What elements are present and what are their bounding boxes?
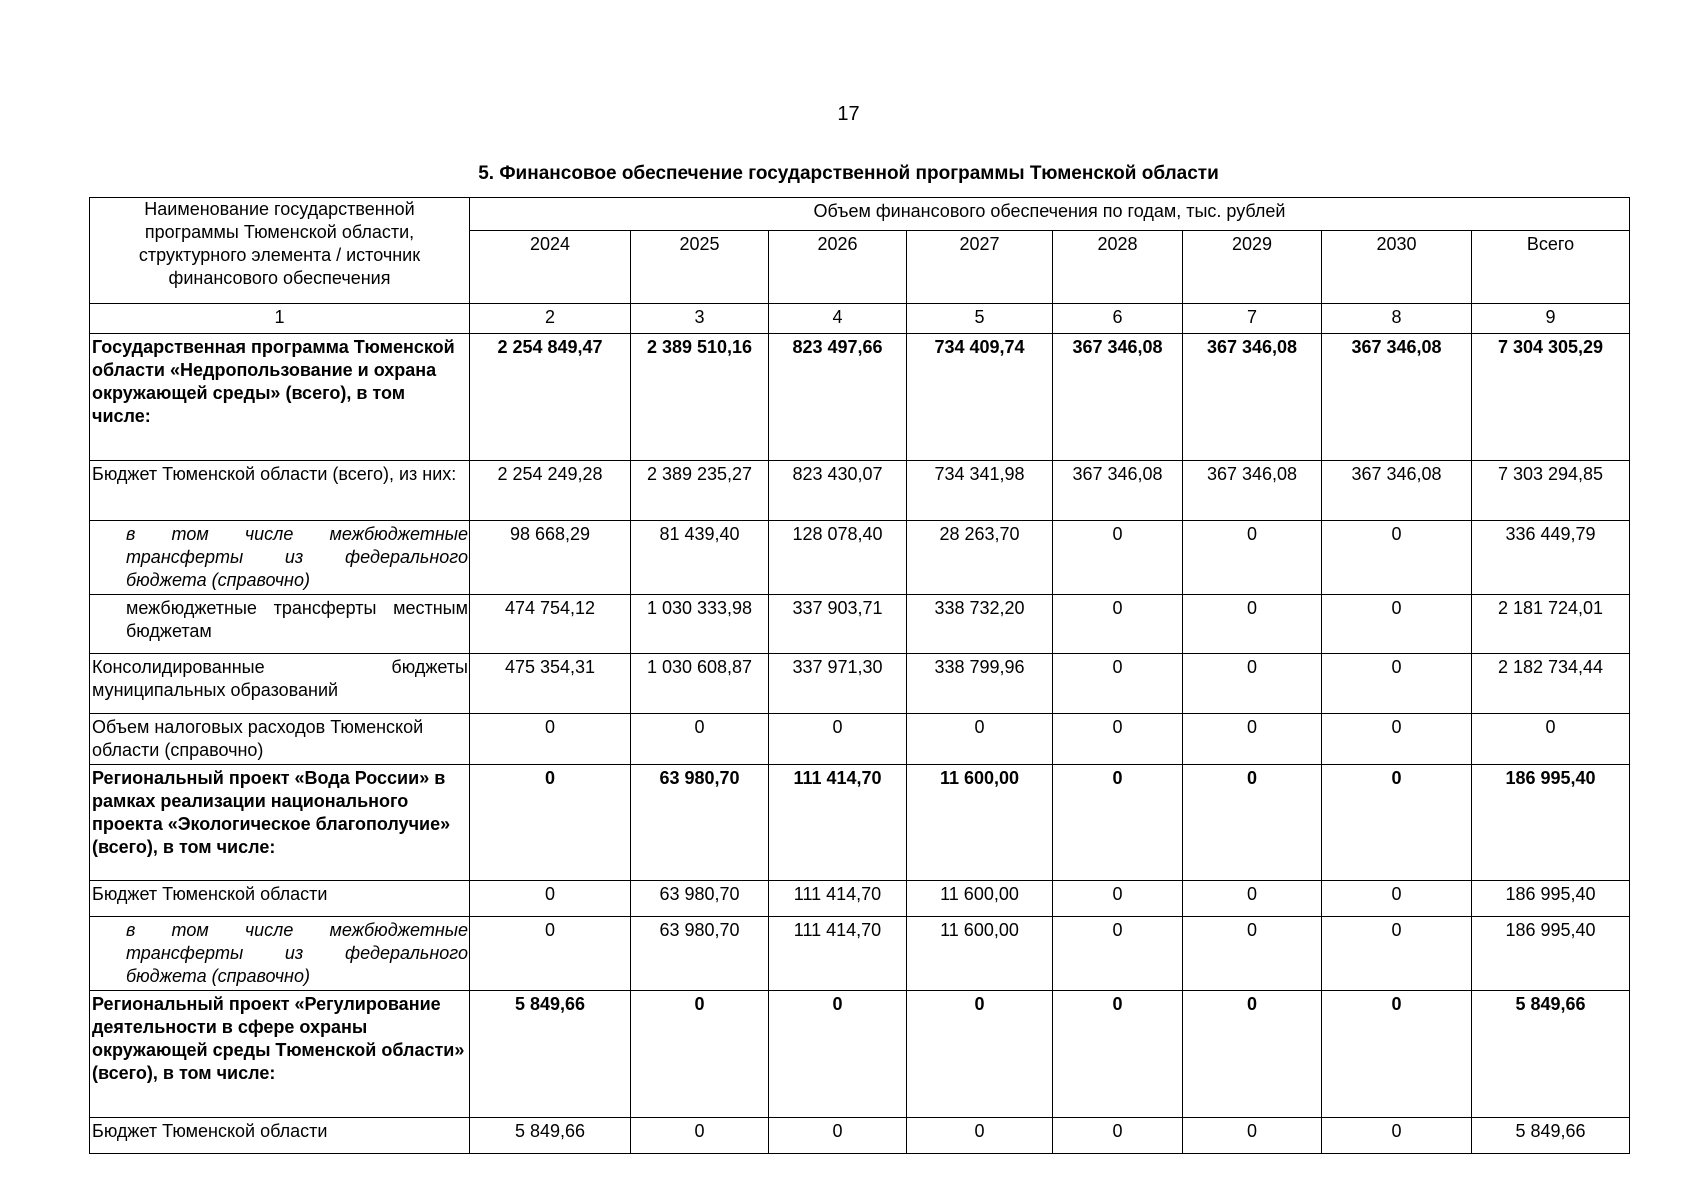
table-row <box>90 917 1630 991</box>
cell-total: 5 849,66 <box>1472 1118 1630 1154</box>
col-number: 9 <box>1472 304 1630 334</box>
cell-2027: 11 600,00 <box>907 765 1053 881</box>
year-2029: 2029 <box>1183 231 1322 304</box>
cell-2026: 823 430,07 <box>769 461 907 521</box>
cell-2028: 0 <box>1053 1118 1183 1154</box>
cell-total: 5 849,66 <box>1472 991 1630 1118</box>
table-row <box>90 461 1630 521</box>
row-name: Региональный проект «Вода России» в рамках реализации национального проекта «Экологическое благополучие» (всего), в том числе: <box>90 765 470 881</box>
year-2024: 2024 <box>470 231 631 304</box>
table-row <box>90 595 1630 654</box>
col-number: 1 <box>90 304 470 334</box>
col-number: 4 <box>769 304 907 334</box>
cell-2025: 0 <box>631 1118 769 1154</box>
year-2028: 2028 <box>1053 231 1183 304</box>
cell-2026: 337 903,71 <box>769 595 907 654</box>
cell-total: 186 995,40 <box>1472 917 1630 991</box>
table-row <box>90 521 1630 595</box>
cell-total: 2 181 724,01 <box>1472 595 1630 654</box>
row-name: Бюджет Тюменской области <box>90 881 470 917</box>
cell-2028: 367 346,08 <box>1053 461 1183 521</box>
cell-2029: 0 <box>1183 1118 1322 1154</box>
year-2025: 2025 <box>631 231 769 304</box>
cell-2029: 0 <box>1183 654 1322 714</box>
row-name: Бюджет Тюменской области (всего), из них: <box>90 461 470 521</box>
cell-2025: 63 980,70 <box>631 765 769 881</box>
cell-2026: 823 497,66 <box>769 334 907 461</box>
table-row <box>90 1118 1630 1154</box>
cell-2025: 1 030 333,98 <box>631 595 769 654</box>
row-name: межбюджетные трансферты местным бюджетам <box>90 595 470 654</box>
cell-2028: 0 <box>1053 521 1183 595</box>
cell-2027: 338 799,96 <box>907 654 1053 714</box>
cell-2030: 0 <box>1322 765 1472 881</box>
cell-2030: 0 <box>1322 991 1472 1118</box>
header-volume-cell: Объем финансового обеспечения по годам, тыс. рублей <box>470 198 1630 231</box>
header-row-1 <box>90 198 1630 231</box>
table-row <box>90 881 1630 917</box>
row-name: Объем налоговых расходов Тюменской области (справочно) <box>90 714 470 765</box>
cell-2026: 111 414,70 <box>769 881 907 917</box>
cell-2030: 0 <box>1322 521 1472 595</box>
cell-2024: 2 254 249,28 <box>470 461 631 521</box>
cell-2027: 734 409,74 <box>907 334 1053 461</box>
cell-2030: 0 <box>1322 881 1472 917</box>
cell-2024: 474 754,12 <box>470 595 631 654</box>
cell-total: 186 995,40 <box>1472 881 1630 917</box>
cell-2027: 11 600,00 <box>907 917 1053 991</box>
year-total: Всего <box>1472 231 1630 304</box>
cell-2030: 0 <box>1322 595 1472 654</box>
cell-2024: 98 668,29 <box>470 521 631 595</box>
cell-2029: 0 <box>1183 765 1322 881</box>
cell-2029: 0 <box>1183 714 1322 765</box>
cell-2026: 0 <box>769 991 907 1118</box>
cell-2024: 0 <box>470 881 631 917</box>
column-number-row <box>90 304 1630 334</box>
cell-2025: 63 980,70 <box>631 881 769 917</box>
col-number: 2 <box>470 304 631 334</box>
cell-2024: 0 <box>470 714 631 765</box>
col-number: 5 <box>907 304 1053 334</box>
financing-table <box>89 197 1630 1154</box>
cell-2025: 81 439,40 <box>631 521 769 595</box>
cell-2026: 128 078,40 <box>769 521 907 595</box>
col-number: 6 <box>1053 304 1183 334</box>
cell-2027: 0 <box>907 991 1053 1118</box>
cell-2029: 367 346,08 <box>1183 461 1322 521</box>
cell-2025: 63 980,70 <box>631 917 769 991</box>
cell-2024: 0 <box>470 765 631 881</box>
cell-2025: 2 389 510,16 <box>631 334 769 461</box>
cell-total: 7 303 294,85 <box>1472 461 1630 521</box>
cell-total: 186 995,40 <box>1472 765 1630 881</box>
cell-2030: 367 346,08 <box>1322 461 1472 521</box>
table-row <box>90 334 1630 461</box>
cell-2030: 0 <box>1322 917 1472 991</box>
col-number: 8 <box>1322 304 1472 334</box>
cell-total: 2 182 734,44 <box>1472 654 1630 714</box>
cell-2027: 338 732,20 <box>907 595 1053 654</box>
cell-2029: 367 346,08 <box>1183 334 1322 461</box>
cell-2026: 111 414,70 <box>769 765 907 881</box>
cell-2029: 0 <box>1183 917 1322 991</box>
cell-2027: 28 263,70 <box>907 521 1053 595</box>
cell-total: 0 <box>1472 714 1630 765</box>
cell-2025: 0 <box>631 991 769 1118</box>
row-name: в том числе межбюджетные трансферты из федерального бюджета (справочно) <box>90 917 470 991</box>
row-name: в том числе межбюджетные трансферты из федерального бюджета (справочно) <box>90 521 470 595</box>
cell-2025: 0 <box>631 714 769 765</box>
cell-2028: 0 <box>1053 917 1183 991</box>
cell-2030: 367 346,08 <box>1322 334 1472 461</box>
cell-2028: 0 <box>1053 881 1183 917</box>
page-number: 17 <box>837 103 860 125</box>
header-name-cell: Наименование государственной программы Тюменской области, структурного элемента / источник финансового обеспечения <box>90 198 470 304</box>
cell-2027: 11 600,00 <box>907 881 1053 917</box>
year-2026: 2026 <box>769 231 907 304</box>
row-name: Государственная программа Тюменской области «Недропользование и охрана окружающей среды» (всего), в том числе: <box>90 334 470 461</box>
cell-2029: 0 <box>1183 521 1322 595</box>
cell-2024: 0 <box>470 917 631 991</box>
table-row <box>90 765 1630 881</box>
cell-2024: 5 849,66 <box>470 1118 631 1154</box>
cell-2027: 0 <box>907 1118 1053 1154</box>
cell-2027: 0 <box>907 714 1053 765</box>
cell-2029: 0 <box>1183 991 1322 1118</box>
cell-2028: 0 <box>1053 654 1183 714</box>
cell-2026: 111 414,70 <box>769 917 907 991</box>
table-row <box>90 654 1630 714</box>
year-2030: 2030 <box>1322 231 1472 304</box>
cell-2030: 0 <box>1322 654 1472 714</box>
cell-2030: 0 <box>1322 1118 1472 1154</box>
cell-2028: 367 346,08 <box>1053 334 1183 461</box>
cell-2026: 0 <box>769 714 907 765</box>
cell-2028: 0 <box>1053 714 1183 765</box>
row-name: Бюджет Тюменской области <box>90 1118 470 1154</box>
cell-2024: 2 254 849,47 <box>470 334 631 461</box>
cell-2029: 0 <box>1183 595 1322 654</box>
cell-2025: 1 030 608,87 <box>631 654 769 714</box>
row-name: Региональный проект «Регулирование деятельности в сфере охраны окружающей среды Тюменской области» (всего), в том числе: <box>90 991 470 1118</box>
cell-total: 7 304 305,29 <box>1472 334 1630 461</box>
table-row <box>90 991 1630 1118</box>
cell-2028: 0 <box>1053 595 1183 654</box>
cell-2027: 734 341,98 <box>907 461 1053 521</box>
table-row <box>90 714 1630 765</box>
cell-2030: 0 <box>1322 714 1472 765</box>
cell-total: 336 449,79 <box>1472 521 1630 595</box>
cell-2028: 0 <box>1053 765 1183 881</box>
col-number: 3 <box>631 304 769 334</box>
cell-2029: 0 <box>1183 881 1322 917</box>
cell-2024: 475 354,31 <box>470 654 631 714</box>
year-2027: 2027 <box>907 231 1053 304</box>
cell-2025: 2 389 235,27 <box>631 461 769 521</box>
row-name: Консолидированные бюджеты муниципальных образований <box>90 654 470 714</box>
cell-2026: 0 <box>769 1118 907 1154</box>
document-title: 5. Финансовое обеспечение государственной программы Тюменской области <box>478 163 1219 184</box>
col-number: 7 <box>1183 304 1322 334</box>
cell-2026: 337 971,30 <box>769 654 907 714</box>
cell-2024: 5 849,66 <box>470 991 631 1118</box>
cell-2028: 0 <box>1053 991 1183 1118</box>
